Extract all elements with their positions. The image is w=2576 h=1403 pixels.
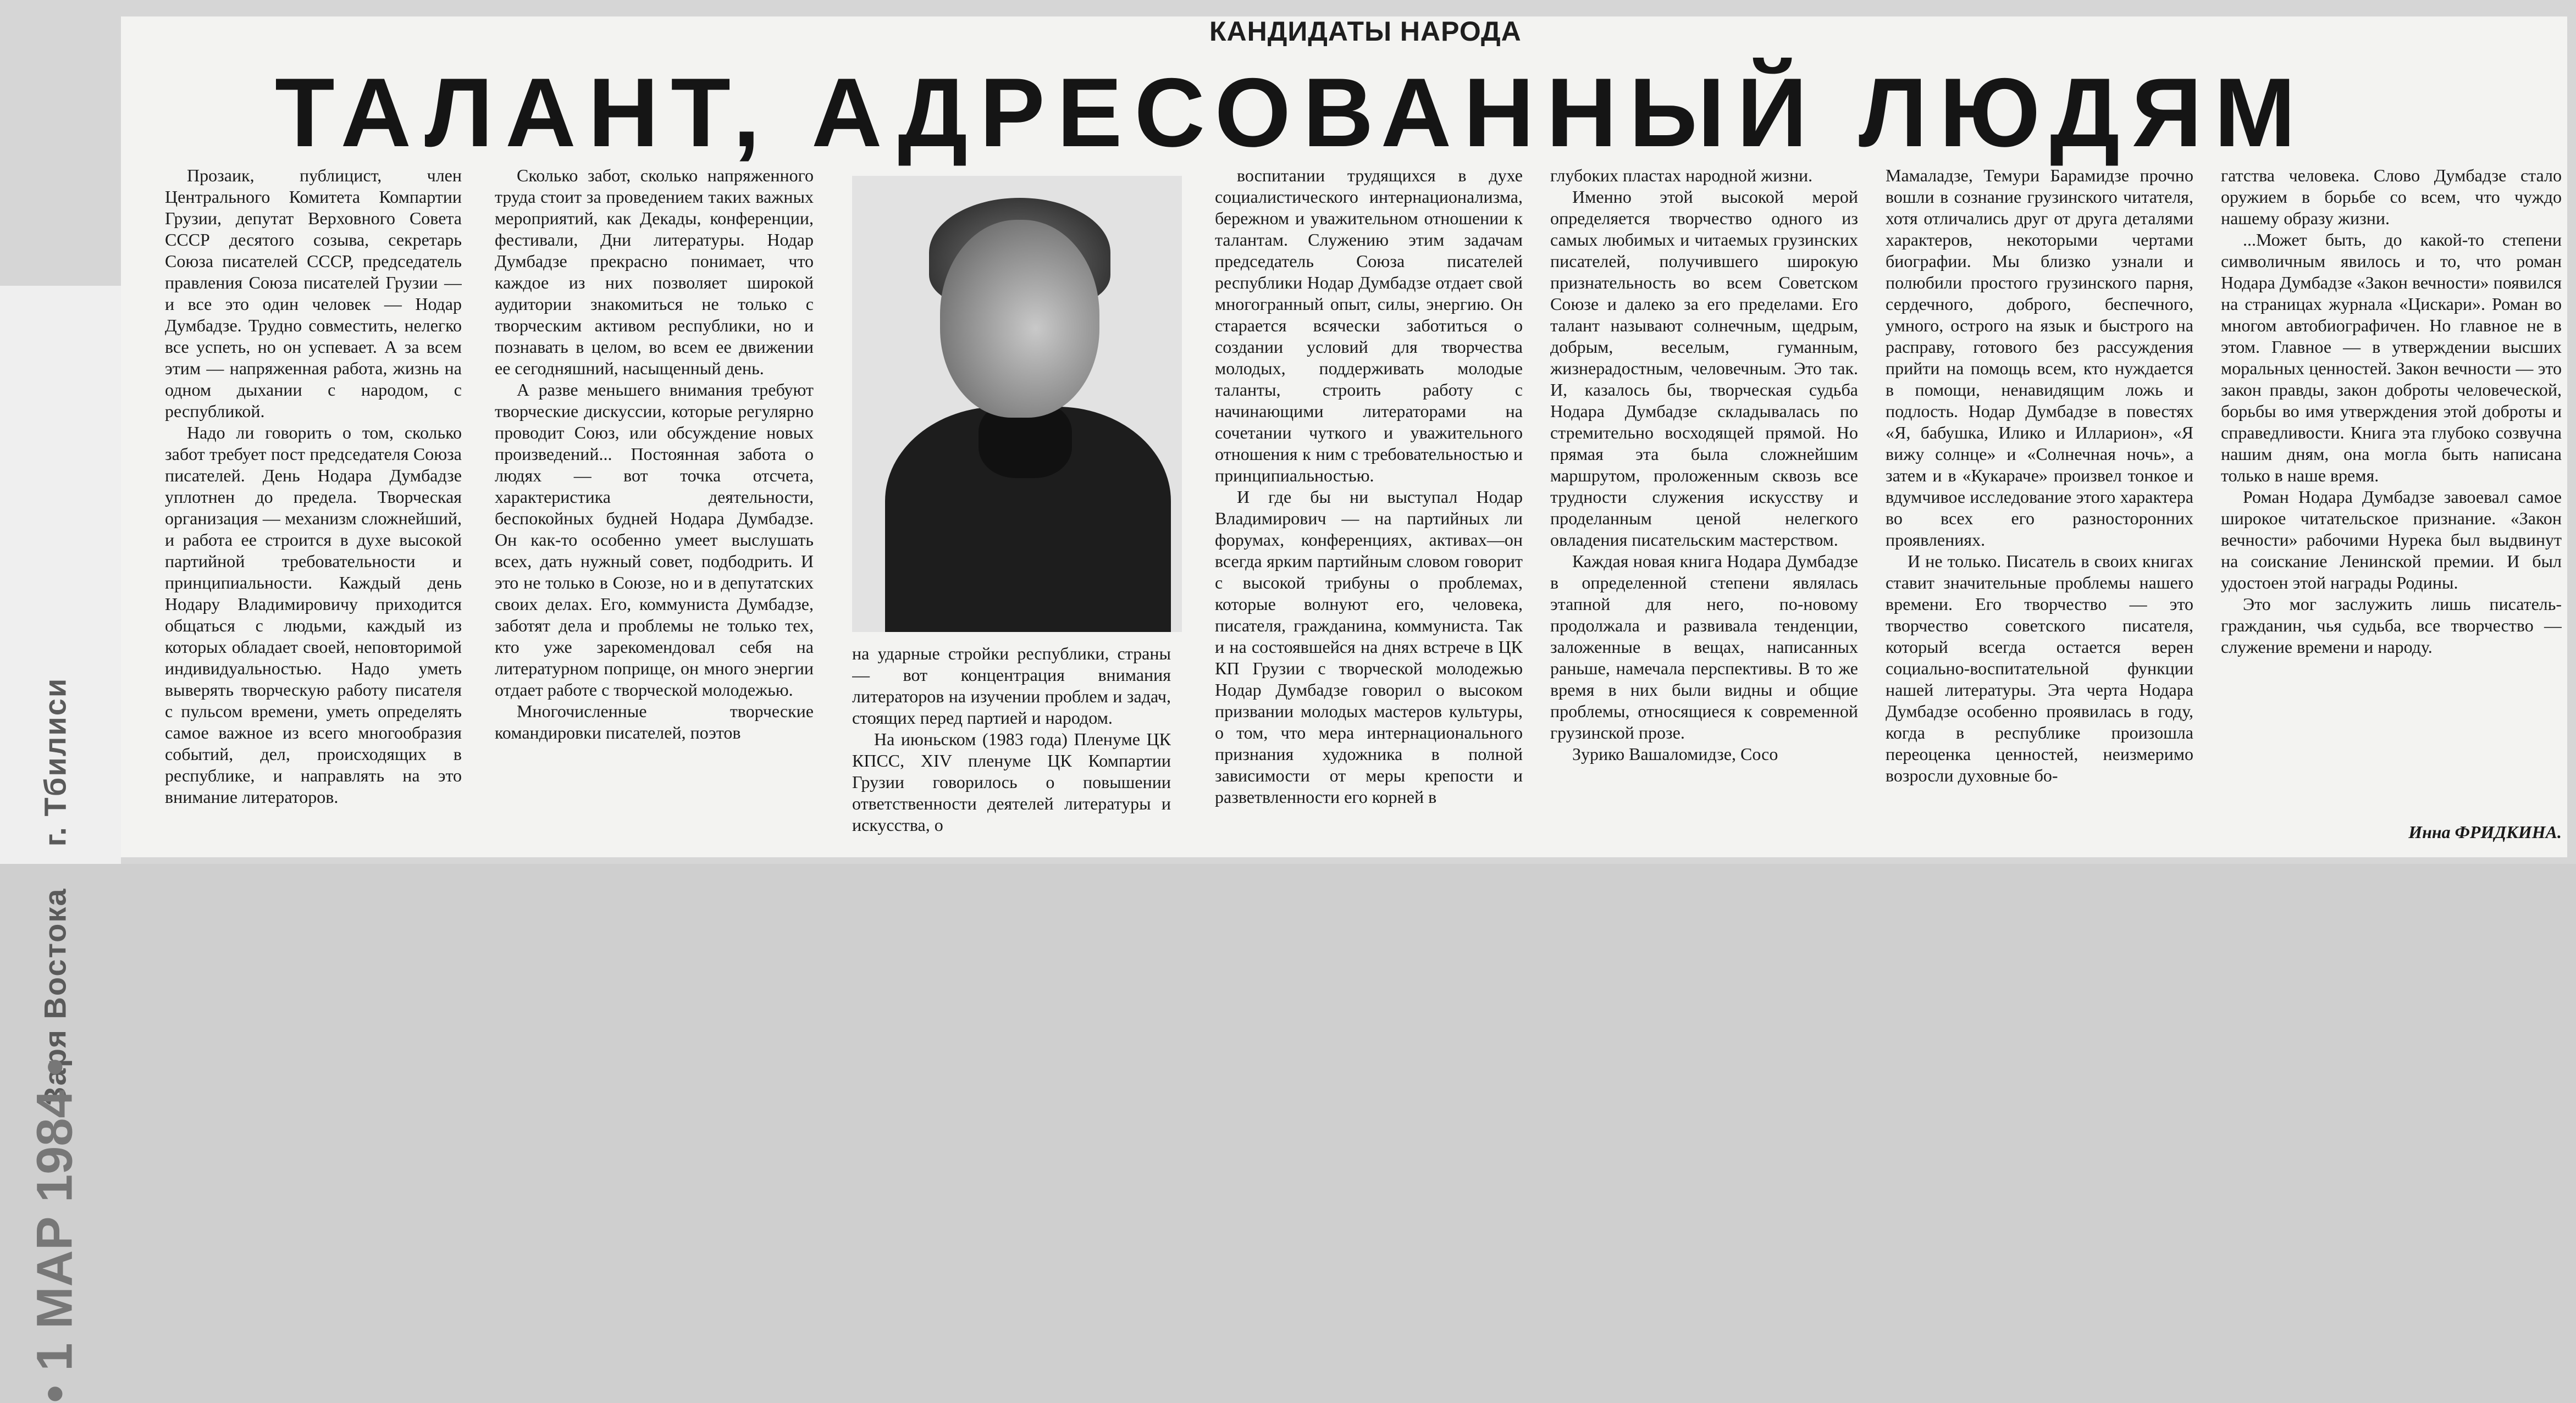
article-paragraph: на ударные стройки республики, страны — вот концентрация внимания литераторов на изучении проблем и задач, стоящих перед партией и народом.: [852, 644, 1171, 728]
article-column-3: [852, 643, 1171, 857]
article-paragraph: ...Может быть, до какой-то степени символичным явилось и то, что роман Нодара Думбадзе «Закон вечности» появился на страницах журнала «Цискари». Роман во многом автобиографичен. Но главное не в этом. Главное — в утверждении высших моральных ценностей. Закон вечности — это закон правды, закон доброты человеческой, борьбы во имя утверждения этой доброты и справедливости. Книга эта глубоко созвучна нашим дням, она могла быть написана только в наше время.: [2221, 230, 2562, 485]
article-paragraph: Мамаладзе, Темури Барамидзе прочно вошли в сознание грузинского читателя, хотя отличались друг от друга деталями характеров, некоторыми чертами биографии. Мы близко узнали и полюбили простого грузинского парня, сердечного, доброго, беспечного, умного, острого на язык и быстрого на расправу, готового без рассуждения прийти на помощь всем, кто нуждается в помощи, ненавидящим ложь и подлость. Нодар Думбадзе в повестях «Я, бабушка, Илико и Илларион», «Я вижу солнце» и «Солнечная ночь», а затем и в «Кукараче» произвел тонкое и вдумчивое исследование этого характера во всех его разносторонних проявлениях.: [1886, 165, 2193, 550]
article-paragraph: Надо ли говорить о том, сколько забот требует пост председателя Союза писателей. День Нодара Думбадзе уплотнен до предела. Творческая организация — механизм сложнейший, и работа ее строится в духе высокой партийной требовательности и принципиальности. Каждый день Нодару Владимировичу приходится общаться с людьми, каждый из которых обладает своей, неповторимой индивидуальностью. Надо уметь выверять творческую работу писателя с пульсом времени, уметь определять самое важное из всего многообразия событий, дел, происходящих в республике, и направлять на это внимание литераторов.: [165, 423, 462, 807]
archive-stamp: [11, 583, 110, 1403]
stamp-newspaper: Заря Востока: [37, 888, 73, 1106]
article-paragraph: Это мог заслужить лишь писатель-гражданин, чья судьба, все творчество — служение времени и народу.: [2221, 594, 2562, 657]
article-column-5: [1550, 165, 1858, 857]
article-paragraph: Зурико Вашаломидзе, Сосо: [1572, 744, 1778, 764]
article-paragraph: воспитании трудящихся в духе социалистического интернационализма, бережном и уважительном отношении к талантам. Служению этим задачам председатель Союза писателей республики Нодар Думбадзе отдает свой многогранный опыт, силы, энергию. Он старается всячески заботиться о создании условий для творчества молодых, поддерживать молодые таланты, строить работу с начинающими литераторами на сочетании чуткого и уважительного отношения к ним с требовательностью и принципиальностью.: [1215, 165, 1523, 485]
author-signature: Инна ФРИДКИНА.: [2408, 822, 2562, 842]
article-paragraph: И не только. Писатель в своих книгах ставит значительные проблемы нашего времени. Его творчество — это творчество советского писателя, который всегда остается верен социально-воспитательной функции нашей литературы. Эта черта Нодара Думбадзе особенно проявилась в году, когда в республике произошла переоценка ценностей, неизмеримо возросли духовные бо-: [1886, 551, 2193, 785]
article-column-2: [495, 165, 814, 857]
archive-stamp-strip: [0, 286, 121, 1403]
article-paragraph: На июньском (1983 года) Пленуме ЦК КПСС, XIV пленуме ЦК Компартии Грузии говорилось о повышении ответственности деятелей литературы и искусства, о: [852, 729, 1171, 835]
article-column-4: [1215, 165, 1523, 857]
article-paragraph: Прозаик, публицист, член Центрального Комитета Компартии Грузии, депутат Верховного Совета СССР десятого созыва, секретарь Союза писателей СССР, председатель правления Союза писателей Грузии — и все это один человек — Нодар Думбадзе. Трудно совместить, нелегко все успеть, но он успевает. А за всем этим — напряженная работа, жизнь на одном дыхании с народом, с республикой.: [165, 165, 462, 421]
article-column-6: [1886, 165, 2193, 857]
stamp-city: г. Тбилиси: [37, 677, 73, 847]
rubric-label: КАНДИДАТЫ НАРОДА: [1209, 16, 1522, 47]
article-column-7: [2221, 165, 2562, 813]
article-column-1: [165, 165, 462, 857]
article-paragraph: Роман Нодара Думбадзе завоевал самое широкое читательское признание. «Закон вечности» рабочими Нурека был выдвинут на соискание Ленинской премии. И был удостоен этой награды Родины.: [2221, 487, 2562, 592]
stamp-date: • 1 МАР 1984 •: [26, 1058, 83, 1403]
article-paragraph: Каждая новая книга Нодара Думбадзе в определенной степени являлась этапной для него, по-новому продолжала и развивала тенденции, заложенные в вещах, написанных раньше, намечала перспективы. В то же время в них были видны и общие проблемы, относящиеся к современной грузинской прозе.: [1550, 551, 1858, 742]
portrait-photo: [852, 176, 1182, 632]
article-paragraph: глубоких пластах народной жизни.: [1550, 165, 1813, 185]
article-paragraph: Многочисленные творческие командировки писателей, поэтов: [495, 701, 814, 742]
photo-face: [940, 220, 1099, 418]
article-paragraph: Именно этой высокой мерой определяется творчество одного из самых любимых и читаемых грузинских писателей, получившего широкую признательность во всем Советском Союзе и далеко за его пределами. Его талант называют солнечным, щедрым, добрым, веселым, гуманным, жизнерадостным, человечным. Это так. И, казалось бы, творческая судьба Нодара Думбадзе складывалась по стремительно восходящей прямой. Но прямая эта была сложнейшим маршрутом, проложенным сквозь все трудности служения искусству и проделанным ценой нелегкого овладения писательским мастерством.: [1550, 187, 1858, 550]
article-headline: ТАЛАНТ, АДРЕСОВАННЫЙ ЛЮДЯМ: [275, 58, 2308, 167]
article-paragraph: А разве меньшего внимания требуют творческие дискуссии, которые регулярно проводит Союз, или обсуждение новых произведений... Постоянная забота о людях — вот точка отсчета, характеристика деятельности, беспокойных будней Нодара Думбадзе. Он как-то особенно умеет выслушать всех, дать нужный совет, подбодрить. И это не только в Союзе, но и в депутатских своих делах. Его, коммуниста Думбадзе, заботят дела и проблемы не только тех, кто уже зарекомендовал себя на литературном поприще, он много энергии отдает работе с творческой молодежью.: [495, 380, 814, 700]
article-paragraph: И где бы ни выступал Нодар Владимирович — на партийных ли форумах, конференциях, активах—он всегда ярким партийным словом говорит с высокой трибуны о проблемах, которые волнуют его, человека, писателя, гражданина, коммуниста. Так и на состоявшейся на днях встрече в ЦК КП Грузии с творческой молодежью Нодар Думбадзе говорил о высоком призвании молодых мастеров культуры, о том, что мера интернационального признания художника в полной зависимости от меры крепости и разветвленности его корней в: [1215, 487, 1523, 807]
article-paragraph: гатства человека. Слово Думбадзе стало оружием в борьбе со всем, что чуждо нашему образу жизни.: [2221, 165, 2562, 228]
article-paragraph: Сколько забот, сколько напряженного труда стоит за проведением таких важных мероприятий, как Декады, конференции, фестивали, Дни литературы. Нодар Думбадзе прекрасно понимает, что каждое из них позволяет широкой аудитории знакомиться не только с творческим активом республики, но и познавать в целом, во всем ее движении ее сегодняшний, насыщенный день.: [495, 165, 814, 378]
